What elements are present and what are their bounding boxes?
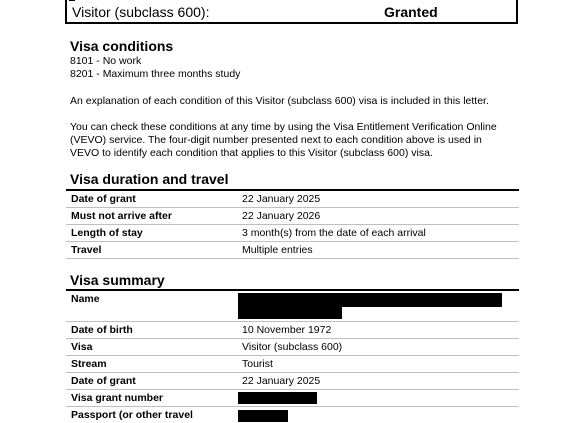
redaction-bar [238, 392, 317, 404]
row-value: 3 month(s) from the date of each arrival [237, 225, 519, 242]
visa-duration-heading: Visa duration and travel [70, 171, 228, 187]
row-value [237, 390, 519, 407]
vevo-paragraph-line: VEVO to identify each condition that applies to this Visitor (subclass 600) visa. [70, 147, 433, 160]
condition-item: 8201 - Maximum three months study [70, 68, 240, 81]
row-value: 22 January 2026 [237, 208, 519, 225]
row-label: Length of stay [66, 225, 237, 242]
row-value: 22 January 2025 [237, 191, 519, 208]
row-value: 22 January 2025 [237, 373, 519, 390]
table-row [66, 242, 519, 259]
row-label: Visa [66, 339, 237, 356]
cropped-text-fragment [69, 0, 75, 1]
redaction-bar [238, 307, 342, 319]
visa-summary-table [66, 291, 519, 423]
condition-item: 8101 - No work [70, 55, 141, 68]
table-row [66, 191, 519, 208]
vevo-paragraph-line: You can check these conditions at any time by using the Visa Entitlement Verification Online [70, 121, 497, 134]
table-row [66, 208, 519, 225]
table-row [66, 291, 519, 322]
row-value [237, 291, 519, 322]
visa-status-box [65, 0, 518, 24]
table-row [66, 407, 519, 423]
row-label: Passport (or other travel [66, 407, 237, 423]
visa-status-value: Granted [384, 4, 438, 20]
vevo-paragraph-line: (VEVO) service. The four-digit number presented next to each condition above is used in [70, 134, 482, 147]
row-label: Name [66, 291, 237, 322]
row-value: Tourist [237, 356, 519, 373]
row-value: 10 November 1972 [237, 322, 519, 339]
visa-status-label: Visitor (subclass 600): [72, 4, 209, 20]
table-row [66, 373, 519, 390]
table-row [66, 339, 519, 356]
visa-conditions-heading: Visa conditions [70, 38, 173, 54]
row-label: Visa grant number [66, 390, 237, 407]
row-label: Date of grant [66, 373, 237, 390]
row-value: Multiple entries [237, 242, 519, 259]
redaction-bar [238, 293, 502, 307]
redaction-bar [238, 410, 288, 422]
table-row [66, 322, 519, 339]
row-value: Visitor (subclass 600) [237, 339, 519, 356]
row-label: Stream [66, 356, 237, 373]
row-value [237, 407, 519, 423]
visa-summary-heading: Visa summary [70, 272, 165, 288]
row-label: Must not arrive after [66, 208, 237, 225]
row-label: Date of grant [66, 191, 237, 208]
conditions-explanation: An explanation of each condition of this Visitor (subclass 600) visa is included in this letter. [70, 95, 489, 108]
row-label: Date of birth [66, 322, 237, 339]
row-label: Travel [66, 242, 237, 259]
table-row [66, 390, 519, 407]
table-row [66, 225, 519, 242]
visa-duration-table [66, 191, 519, 259]
table-row [66, 356, 519, 373]
